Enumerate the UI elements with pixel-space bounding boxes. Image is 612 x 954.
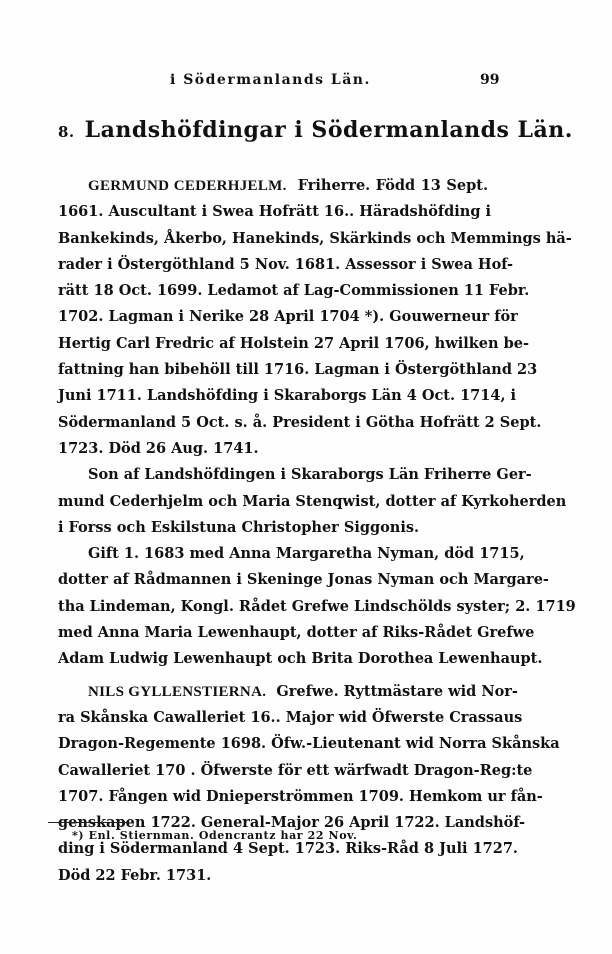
parentage-line: mund Cederhjelm och Maria Stenqwist, dotter af Kyrkoherden [58,492,567,510]
entry-text: Friherre. Född 13 Sept. [297,177,488,194]
entry-heading-line [58,681,518,707]
body-text [58,175,576,891]
marriage-line: Gift 1. 1683 med Anna Margaretha Nyman, död 1715, [88,545,525,563]
entry-line: genskapen 1722. General-Major 26 April 1722. Landshöf- [58,814,526,832]
parentage-line: Son af Landshöfdingen i Skaraborgs Län Friherre Ger- [88,466,532,484]
marriage-line: tha Lindeman, Kongl. Rådet Grefwe Lindschölds syster; 2. 1719 [58,597,576,615]
entry-line: Död 22 Febr. 1731. [58,866,212,884]
parentage-line: i Forss och Eskilstuna Christopher Siggonis. [58,518,420,536]
running-title: i Södermanlands Län. [170,72,371,88]
entry-line: ding i Södermanland 4 Sept. 1723. Riks-Råd 8 Juli 1727. [58,840,518,858]
footnote: *) Enl. Stiernman. Odencrantz har 22 Nov. [72,829,358,842]
entry-line: ra Skånska Cawalleriet 16.. Major wid Öfwerste Crassaus [58,708,523,726]
entry-line: Dragon-Regemente 1698. Öfw.-Lieutenant wid Norra Skånska [58,735,560,753]
entry-text: Grefwe. Ryttmästare wid Nor- [276,682,518,700]
entry-line: fattning han bibehöll till 1716. Lagman i Östergöthland 23 [58,361,538,379]
entry-line: rader i Östergöthland 5 Nov. 1681. Assessor i Swea Hof- [58,255,514,273]
entry-line: Bankekinds, Åkerbo, Hanekinds, Skärkinds och Memmings hä- [58,229,572,247]
section-heading: Landshöfdingar i Södermanlands Län. [84,117,573,143]
running-head [0,72,612,92]
entry-line: rätt 18 Oct. 1699. Ledamot af Lag-Commissionen 11 Febr. [58,282,530,300]
marriage-line: dotter af Rådmannen i Skeninge Jonas Nyman och Margare- [58,571,549,589]
entry-name: GERMUND CEDERHJELM. [88,178,287,194]
entry-line: Cawalleriet 170 . Öfwerste för ett wärfwadt Dragon-Reg:te [58,761,533,779]
entry-line: 1707. Fången wid Dnieperströmmen 1709. Hemkom ur fån- [58,787,543,805]
entry-line: 1723. Död 26 Aug. 1741. [58,439,259,457]
marriage-line: Adam Ludwig Lewenhaupt och Brita Dorothea Lewenhaupt. [58,650,543,668]
section-title [58,117,573,143]
entry-line: Södermanland 5 Oct. s. å. President i Götha Hofrätt 2 Sept. [58,413,542,431]
footnote-divider [48,822,128,823]
section-number: 8. [58,123,75,141]
marriage-line: med Anna Maria Lewenhaupt, dotter af Riks-Rådet Grefwe [58,624,535,642]
entry-line: 1661. Auscultant i Swea Hofrätt 16.. Häradshöfding i [58,203,492,221]
page-number: 99 [480,72,500,88]
entry-name: NILS GYLLENSTIERNA. [88,683,267,700]
entry-heading-line [58,175,488,201]
entry-line: Juni 1711. Landshöfding i Skaraborgs Län 4 Oct. 1714, i [58,387,517,405]
entry-line: Hertig Carl Fredric af Holstein 27 April 1706, hwilken be- [58,334,529,352]
entry-line: 1702. Lagman i Nerike 28 April 1704 *). Gouwerneur för [58,308,518,326]
